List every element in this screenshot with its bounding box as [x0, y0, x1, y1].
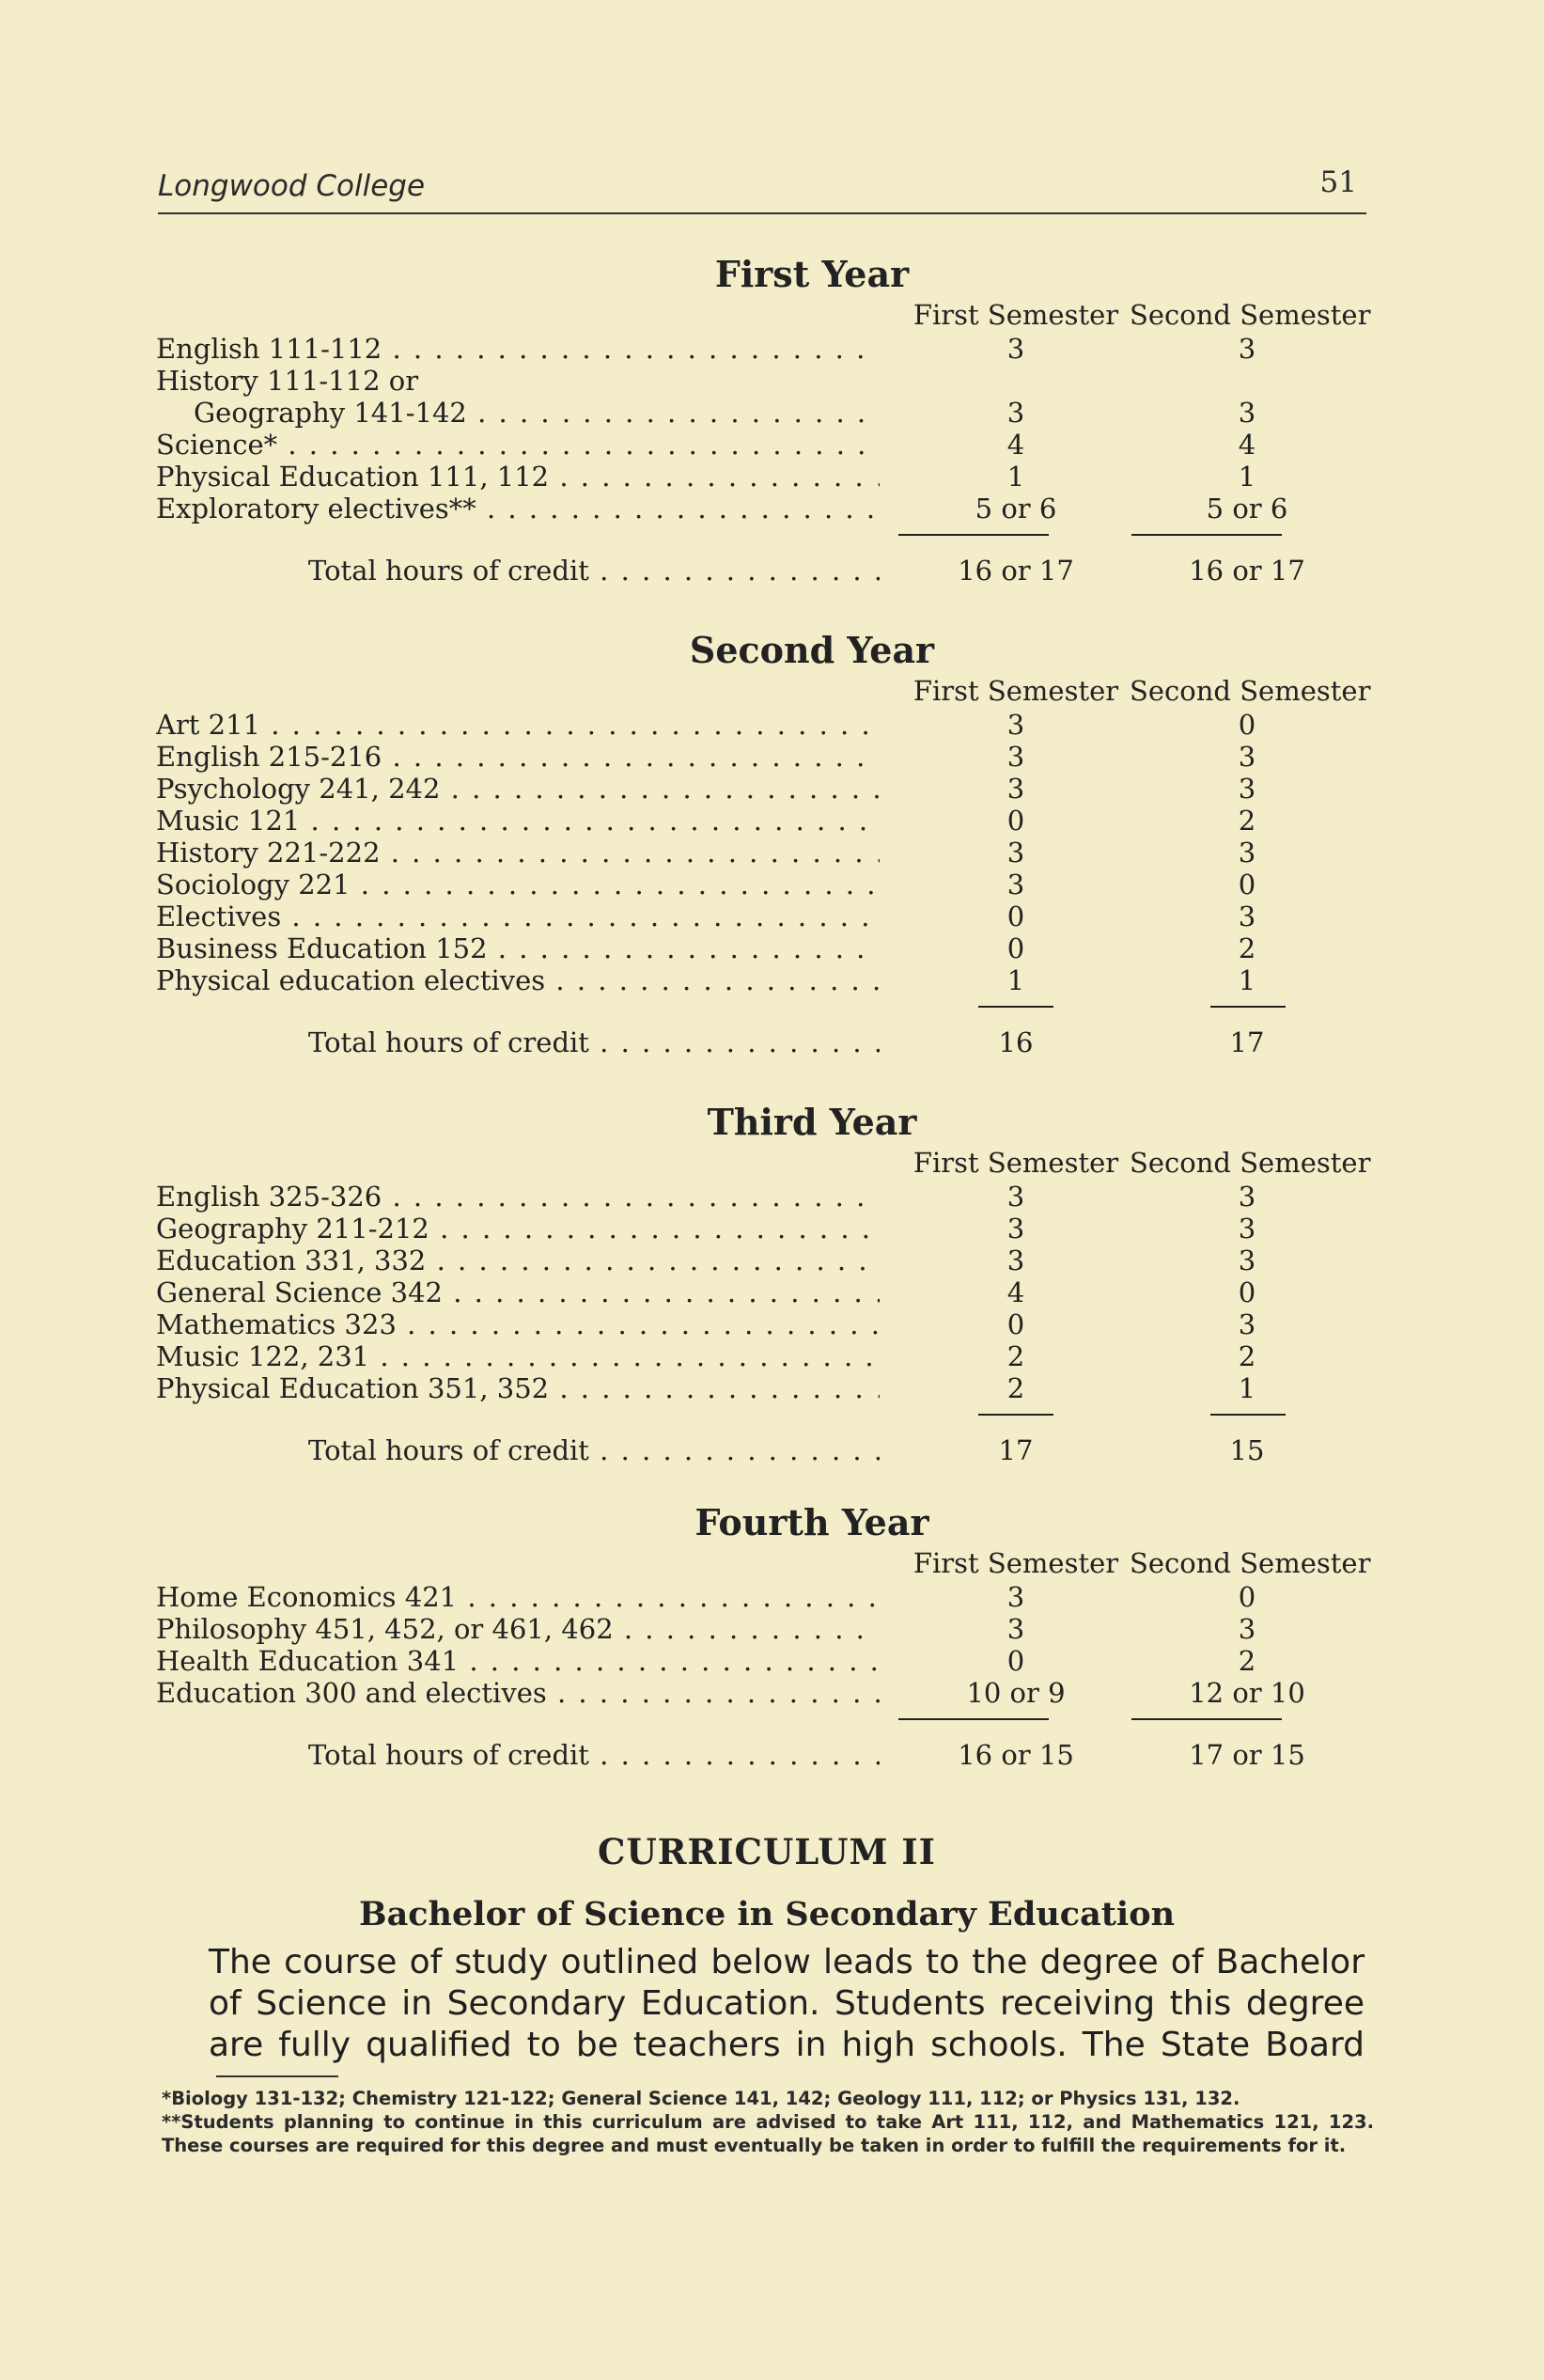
first-semester-hours: 0: [1006, 900, 1025, 932]
course-name: English 111-112 . . .: [156, 333, 880, 365]
second-year-table: [156, 628, 1378, 1058]
second-semester-hours: 0: [1238, 869, 1256, 900]
rule-first: [978, 1006, 1053, 1008]
course-row: [156, 1372, 1378, 1404]
rule-first: [898, 1718, 1049, 1720]
first-semester-hours: 0: [1006, 805, 1025, 837]
second-semester-hours: 3: [1238, 1245, 1256, 1276]
first-semester-hours: 3: [1006, 741, 1025, 773]
second-semester-hours: 1: [1238, 1372, 1256, 1404]
total-rule: [156, 1404, 1378, 1425]
total-label: Total hours of credit . . .: [308, 1026, 880, 1058]
course-row: [156, 1677, 1378, 1709]
rule-second: [1131, 534, 1282, 536]
second-semester-header: Second Semester: [1130, 1547, 1371, 1579]
third-year-table: [156, 1100, 1378, 1466]
course-name: Science* . . .: [156, 429, 880, 461]
course-row: [156, 773, 1378, 805]
course-name: Exploratory electives** . . .: [156, 493, 880, 525]
curriculum-subtitle: Bachelor of Science in Secondary Education: [358, 1895, 1176, 1934]
course-name: General Science 342 . . .: [156, 1276, 880, 1308]
first-semester-hours: 1: [1006, 461, 1025, 493]
course-row: [156, 741, 1378, 773]
total-label: Total hours of credit . . .: [308, 555, 880, 587]
total-row: [156, 1026, 1378, 1058]
column-headers: [156, 1145, 1378, 1181]
second-semester-hours: 0: [1238, 1581, 1256, 1613]
second-semester-hours: 5 or 6: [1206, 493, 1288, 525]
course-name: Electives . . .: [156, 900, 880, 932]
course-name: Mathematics 323 . . .: [156, 1308, 880, 1340]
course-name: Geography 211-212 . . .: [156, 1213, 880, 1245]
course-name: Sociology 221 . . .: [156, 869, 880, 900]
footnotes: [162, 2087, 1374, 2157]
first-semester-hours: 4: [1006, 1276, 1025, 1308]
rule-first: [898, 534, 1049, 536]
second-semester-total: 15: [1229, 1434, 1265, 1466]
course-name: Health Education 341 . . .: [156, 1645, 880, 1677]
course-row: [156, 1613, 1378, 1645]
first-semester-hours: 2: [1006, 1340, 1025, 1372]
first-semester-hours: 3: [1006, 1613, 1025, 1645]
first-semester-total: 16: [998, 1026, 1034, 1058]
course-row: [156, 1340, 1378, 1372]
second-semester-hours: 0: [1238, 1276, 1256, 1308]
page-number: 51: [1319, 165, 1357, 199]
course-name: Physical education electives . . .: [156, 964, 880, 996]
second-semester-hours: 0: [1238, 709, 1256, 741]
second-semester-total: 17 or 15: [1189, 1739, 1305, 1771]
first-semester-hours: 3: [1006, 1581, 1025, 1613]
course-row: [156, 461, 1378, 493]
second-semester-hours: 2: [1238, 1340, 1256, 1372]
course-name: Music 121 . . .: [156, 805, 880, 837]
first-semester-header: First Semester: [912, 1147, 1119, 1179]
course-name: English 325-326 . . .: [156, 1181, 880, 1213]
second-semester-hours: 12 or 10: [1189, 1677, 1305, 1709]
course-name: English 215-216 . . .: [156, 741, 880, 773]
first-semester-hours: 1: [1006, 964, 1025, 996]
total-row: [156, 1739, 1378, 1771]
footnote-electives: **Students planning to continue in this curriculum are advised to take Art 111, 112, and Mathematics 121, 123. These courses are required for this degree and must eventually be taken in order to fulfill the requirements for it.: [162, 2111, 1374, 2156]
first-semester-hours: 3: [1006, 773, 1025, 805]
first-semester-hours: 3: [1006, 709, 1025, 741]
second-semester-hours: 2: [1238, 932, 1256, 964]
first-semester-hours: 0: [1006, 932, 1025, 964]
fourth-year-table: [156, 1500, 1378, 1771]
second-semester-total: 16 or 17: [1189, 555, 1305, 587]
course-row: [156, 932, 1378, 964]
column-headers: [156, 1545, 1378, 1581]
course-row: [156, 429, 1378, 461]
second-semester-total: 17: [1229, 1026, 1265, 1058]
second-semester-hours: 3: [1238, 1181, 1256, 1213]
first-semester-hours: 2: [1006, 1372, 1025, 1404]
second-semester-hours: 3: [1238, 1213, 1256, 1245]
footnote-science: *Biology 131-132; Chemistry 121-122; General Science 141, 142; Geology 111, 112; or Physics 131, 132.: [162, 2088, 1240, 2109]
second-semester-header: Second Semester: [1130, 1147, 1371, 1179]
total-label: Total hours of credit . . .: [308, 1434, 880, 1466]
second-semester-hours: 3: [1238, 1613, 1256, 1645]
second-semester-hours: 3: [1238, 333, 1256, 365]
year-title: Fourth Year: [694, 1501, 929, 1543]
course-row: [156, 1645, 1378, 1677]
first-semester-header: First Semester: [912, 299, 1119, 331]
year-title: Second Year: [689, 629, 935, 671]
column-headers: [156, 297, 1378, 333]
course-name: Physical Education 111, 112 . . .: [156, 461, 880, 493]
course-row: [156, 805, 1378, 837]
total-label: Total hours of credit . . .: [308, 1739, 880, 1771]
course-name: Physical Education 351, 352 . . .: [156, 1372, 880, 1404]
course-row: [156, 397, 1378, 429]
first-semester-header: First Semester: [912, 1547, 1119, 1579]
total-row: [156, 555, 1378, 587]
first-semester-hours: 5 or 6: [975, 493, 1057, 525]
first-semester-total: 16 or 17: [958, 555, 1074, 587]
first-semester-total: 16 or 15: [958, 1739, 1074, 1771]
column-headers: [156, 673, 1378, 709]
course-row: [156, 709, 1378, 741]
footnote-rule: [216, 2075, 338, 2077]
total-rule: [156, 525, 1378, 545]
second-semester-hours: 3: [1238, 741, 1256, 773]
course-name: Geography 141-142 . . .: [194, 397, 880, 429]
course-row: [156, 869, 1378, 900]
total-row: [156, 1434, 1378, 1466]
course-name: Psychology 241, 242 . . .: [156, 773, 880, 805]
second-semester-hours: 3: [1238, 1308, 1256, 1340]
course-row: [156, 837, 1378, 869]
curriculum-heading: [156, 1831, 1378, 1934]
course-row: [156, 333, 1378, 365]
rule-second: [1210, 1414, 1286, 1416]
course-name: Business Education 152 . . .: [156, 932, 880, 964]
course-row: [156, 1213, 1378, 1245]
first-semester-hours: 3: [1006, 397, 1025, 429]
total-rule: [156, 1709, 1378, 1730]
course-row: [156, 900, 1378, 932]
second-semester-hours: 3: [1238, 397, 1256, 429]
course-name: Music 122, 231 . . .: [156, 1340, 880, 1372]
second-semester-hours: 3: [1238, 773, 1256, 805]
first-semester-total: 17: [998, 1434, 1034, 1466]
first-semester-hours: 3: [1006, 869, 1025, 900]
course-row: [156, 1181, 1378, 1213]
course-name: Education 300 and electives . . .: [156, 1677, 880, 1709]
first-semester-header: First Semester: [912, 675, 1119, 707]
course-name: Education 331, 332 . . .: [156, 1245, 880, 1276]
course-row: [156, 1581, 1378, 1613]
second-semester-hours: 1: [1238, 461, 1256, 493]
course-row: [156, 493, 1378, 525]
first-semester-hours: 4: [1006, 429, 1025, 461]
second-semester-header: Second Semester: [1130, 299, 1371, 331]
course-name: History 111-112 or: [156, 365, 419, 397]
second-semester-hours: 3: [1238, 837, 1256, 869]
first-semester-hours: 10 or 9: [966, 1677, 1066, 1709]
first-semester-hours: 0: [1006, 1308, 1025, 1340]
first-semester-hours: 3: [1006, 837, 1025, 869]
rule-second: [1131, 1718, 1282, 1720]
rule-second: [1210, 1006, 1286, 1008]
first-semester-hours: 3: [1006, 1245, 1025, 1276]
year-title: Third Year: [707, 1101, 917, 1143]
course-row: [156, 365, 1378, 397]
first-semester-hours: 3: [1006, 333, 1025, 365]
second-semester-hours: 4: [1238, 429, 1256, 461]
course-name: History 221-222 . . .: [156, 837, 880, 869]
curriculum-title: CURRICULUM II: [598, 1831, 936, 1872]
second-semester-hours: 1: [1238, 964, 1256, 996]
course-name: Art 211 . . .: [156, 709, 880, 741]
second-semester-hours: 3: [1238, 900, 1256, 932]
course-name: Philosophy 451, 452, or 461, 462 . . .: [156, 1613, 880, 1645]
running-head: [158, 165, 1366, 214]
course-row: [156, 964, 1378, 996]
first-semester-hours: 3: [1006, 1181, 1025, 1213]
second-semester-hours: 2: [1238, 1645, 1256, 1677]
first-year-table: [156, 252, 1378, 587]
course-name: Home Economics 421 . . .: [156, 1581, 880, 1613]
second-semester-hours: 2: [1238, 805, 1256, 837]
course-row: [156, 1276, 1378, 1308]
total-rule: [156, 996, 1378, 1017]
course-row: [156, 1308, 1378, 1340]
year-title: First Year: [714, 253, 910, 295]
college-name: Longwood College: [158, 169, 426, 203]
first-semester-hours: 3: [1006, 1213, 1025, 1245]
course-row: [156, 1245, 1378, 1276]
rule-first: [978, 1414, 1053, 1416]
first-semester-hours: 0: [1006, 1645, 1025, 1677]
intro-paragraph: The course of study outlined below leads to the degree of Bachelor of Science in Secondary Education. Students receiving this degree are fully qualified to be teachers in high schools. The State Board: [209, 1943, 1365, 2064]
second-semester-header: Second Semester: [1130, 675, 1371, 707]
